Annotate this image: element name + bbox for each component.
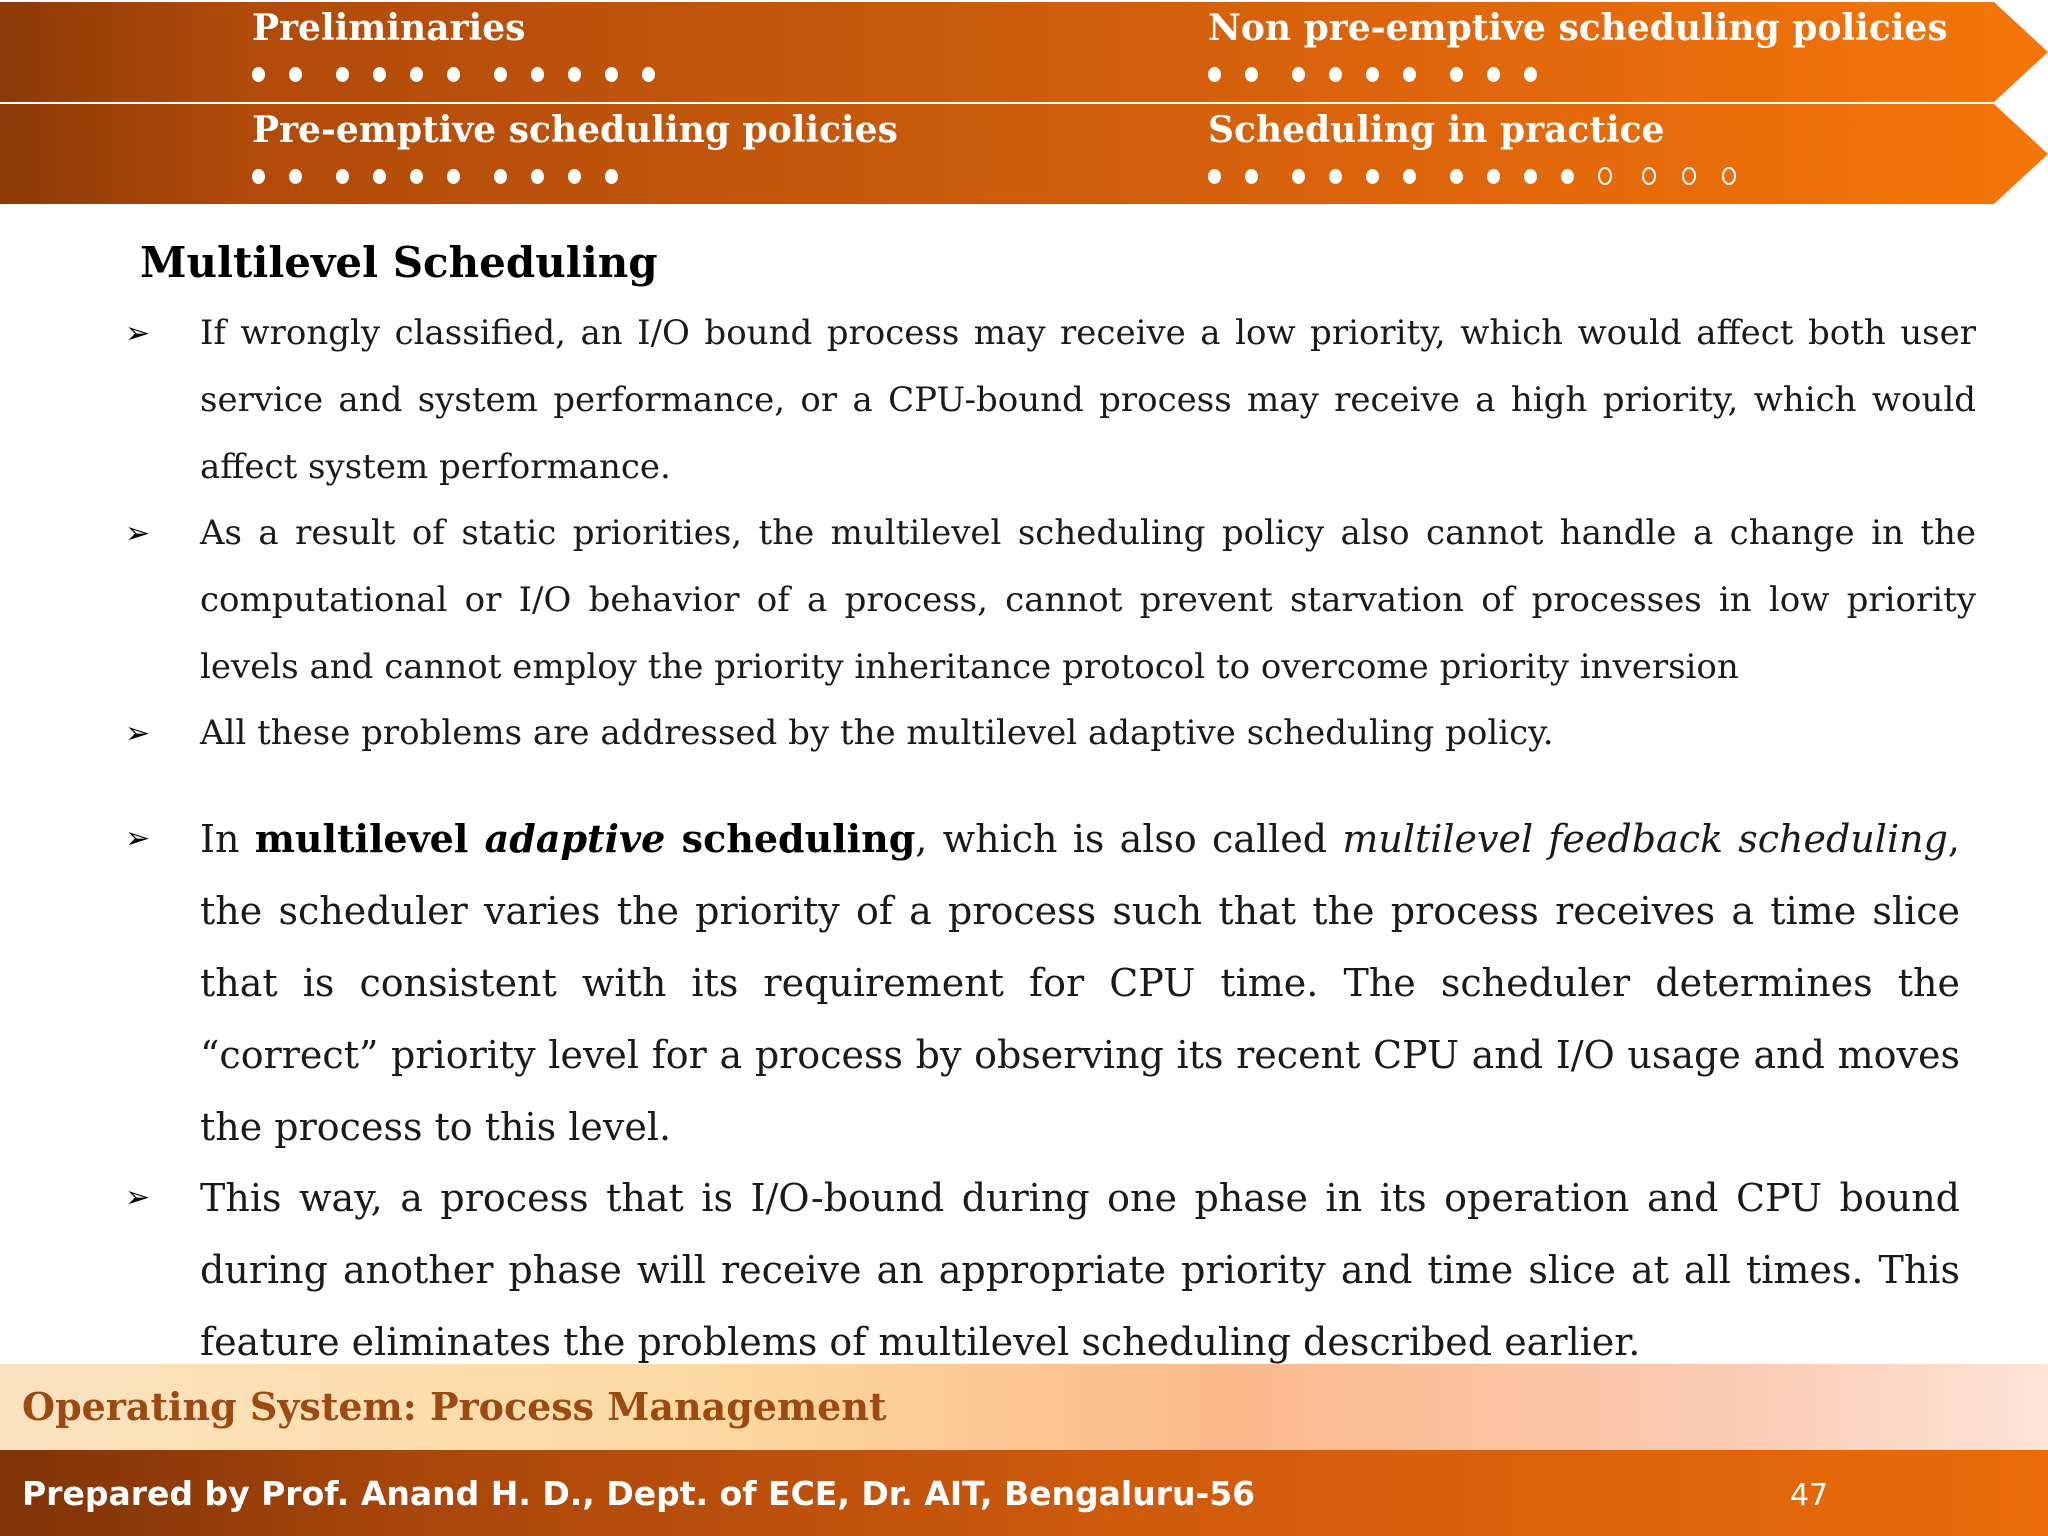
progress-dot-open[interactable] (1642, 167, 1656, 185)
progress-dot[interactable] (1450, 169, 1463, 184)
bold-term: multilevel (254, 816, 485, 861)
progress-dot[interactable] (373, 67, 386, 82)
progress-dot[interactable] (1292, 169, 1305, 184)
nav-section-title: Preliminaries (252, 7, 526, 49)
bold-italic-term: adaptive (484, 816, 666, 861)
arrow-bullet-icon: ➢ (125, 316, 151, 351)
progress-dot[interactable] (494, 67, 507, 82)
progress-dot-open[interactable] (1722, 167, 1736, 185)
progress-dot[interactable] (1366, 169, 1379, 184)
progress-dot[interactable] (1245, 169, 1258, 184)
progress-dot[interactable] (1245, 67, 1258, 82)
bullet-text: As a result of static priorities, the multilevel scheduling policy also cannot handle a change in the computational or I/O behavior of a process, cannot prevent starvation of processes in low priority levels and cannot employ the priority inheritance protocol to overcome priority inversion (200, 513, 1976, 687)
arrow-bullet-icon: ➢ (125, 821, 151, 856)
bullet-text: , which is also called (915, 817, 1343, 861)
nav-section-preliminaries[interactable] (252, 4, 679, 86)
nav-section-non-preemptive[interactable] (1208, 4, 1948, 86)
progress-dot[interactable] (1366, 67, 1379, 82)
progress-dot[interactable] (605, 169, 618, 184)
progress-dot[interactable] (252, 169, 265, 184)
progress-dot[interactable] (289, 169, 302, 184)
author-credit: Prepared by Prof. Anand H. D., Dept. of ECE, Dr. AIT, Bengaluru-56 (22, 1474, 1256, 1513)
bullet-text: If wrongly classified, an I/O bound process may receive a low priority, which would affect both user service and system performance, or a CPU-bound process may receive a high priority, which would affect system performance. (200, 313, 1976, 487)
nav-progress-dots (252, 158, 898, 188)
progress-dot[interactable] (1450, 67, 1463, 82)
progress-dot[interactable] (1208, 67, 1221, 82)
course-title: Operating System: Process Management (22, 1384, 887, 1429)
bullet-text: All these problems are addressed by the multilevel adaptive scheduling policy. (200, 713, 1554, 753)
nav-section-title: Non pre-emptive scheduling policies (1208, 7, 1948, 49)
bullet-item (125, 300, 1976, 501)
progress-dot[interactable] (252, 67, 265, 82)
bullet-item (125, 803, 1960, 1163)
nav-progress-dots (252, 56, 679, 86)
progress-dot[interactable] (410, 67, 423, 82)
nav-progress-dots (1208, 158, 1762, 188)
arrow-bullet-icon: ➢ (125, 516, 151, 551)
bullet-text: , the scheduler varies the priority of a process such that the process receives a time slice that is consistent with its requirement for CPU time. The scheduler determines the “correct” priority level for a process by observing its recent CPU and I/O usage and moves the process to this level. (200, 817, 1960, 1149)
progress-dot[interactable] (1403, 169, 1416, 184)
progress-dot[interactable] (531, 169, 544, 184)
progress-dot[interactable] (410, 169, 423, 184)
progress-dot[interactable] (568, 169, 581, 184)
nav-section-scheduling-in-practice[interactable] (1208, 106, 1762, 188)
arrow-bullet-icon: ➢ (125, 1180, 151, 1215)
progress-dot[interactable] (605, 67, 618, 82)
progress-dot[interactable] (1487, 67, 1500, 82)
progress-dot[interactable] (1487, 169, 1500, 184)
progress-dot[interactable] (568, 67, 581, 82)
progress-dot[interactable] (373, 169, 386, 184)
progress-dot[interactable] (289, 67, 302, 82)
bullet-item (125, 500, 1976, 701)
nav-section-preemptive[interactable] (252, 106, 898, 188)
progress-dot[interactable] (1403, 67, 1416, 82)
progress-dot[interactable] (336, 67, 349, 82)
progress-dot[interactable] (447, 169, 460, 184)
progress-dot[interactable] (494, 169, 507, 184)
progress-dot[interactable] (336, 169, 349, 184)
arrow-bullet-icon: ➢ (125, 716, 151, 751)
progress-dot-open[interactable] (1598, 167, 1612, 185)
progress-dot[interactable] (1208, 169, 1221, 184)
progress-dot[interactable] (1561, 169, 1574, 184)
nav-section-title: Pre-emptive scheduling policies (252, 109, 898, 151)
nav-section-title: Scheduling in practice (1208, 109, 1665, 151)
bullet-item (125, 700, 1976, 767)
page-number: 47 (1790, 1478, 1829, 1513)
bullet-text-prefix: In (200, 817, 255, 861)
slide-title: Multilevel Scheduling (140, 238, 658, 287)
progress-dot[interactable] (642, 67, 655, 82)
bullet-item (125, 1162, 1960, 1378)
progress-dot[interactable] (531, 67, 544, 82)
bold-term: scheduling (665, 816, 916, 861)
progress-dot[interactable] (1292, 67, 1305, 82)
nav-progress-dots (1208, 56, 1948, 86)
progress-dot[interactable] (1329, 169, 1342, 184)
progress-dot[interactable] (1524, 169, 1537, 184)
progress-dot[interactable] (1329, 67, 1342, 82)
progress-dot[interactable] (447, 67, 460, 82)
progress-dot-open[interactable] (1682, 167, 1696, 185)
bullet-text: This way, a process that is I/O-bound during one phase in its operation and CPU bound during another phase will receive an appropriate priority and time slice at all times. This feature eliminates the problems of multilevel scheduling described earlier. (200, 1176, 1960, 1364)
progress-dot[interactable] (1524, 67, 1537, 82)
italic-term: multilevel feedback scheduling (1342, 817, 1948, 861)
